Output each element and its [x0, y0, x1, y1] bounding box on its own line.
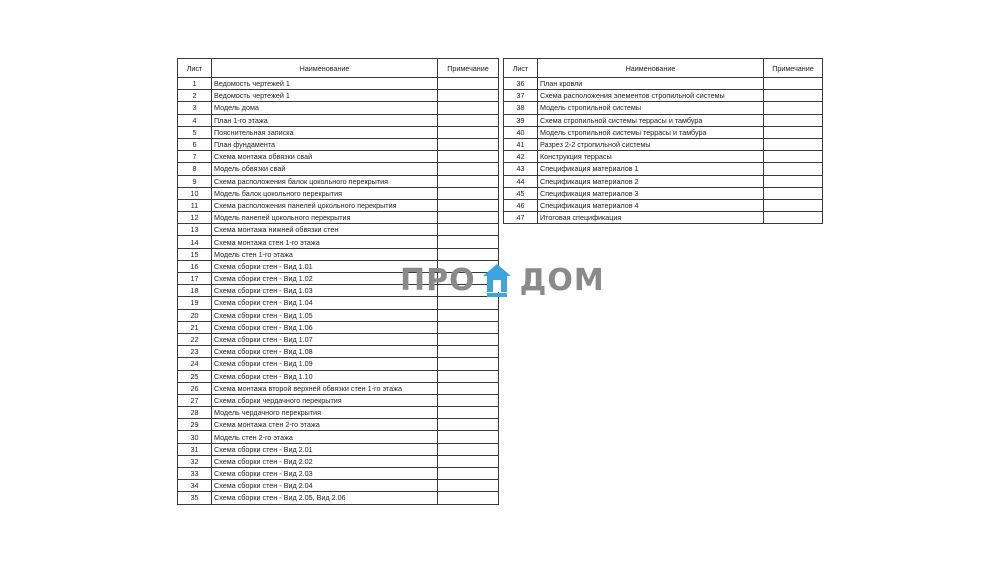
sheet-number: 21: [178, 321, 212, 333]
table-row: [178, 78, 499, 90]
table-row: [178, 236, 499, 248]
sheet-name: Схема сборки стен - Вид 1.07: [212, 333, 438, 345]
sheet-name: Спецификация материалов 2: [538, 175, 764, 187]
sheet-number: 40: [504, 126, 538, 138]
table-row: [178, 333, 499, 345]
sheet-note: [438, 248, 499, 260]
sheet-number: 10: [178, 187, 212, 199]
sheet-name: Конструкция террасы: [538, 151, 764, 163]
table-row: [178, 468, 499, 480]
table-row: [504, 126, 823, 138]
sheet-name: План 1-го этажа: [212, 114, 438, 126]
table-row: [178, 187, 499, 199]
sheet-name: Модель дома: [212, 102, 438, 114]
sheet-name: План фундамента: [212, 138, 438, 150]
sheet-note: [438, 102, 499, 114]
sheet-note: [438, 236, 499, 248]
sheet-note: [438, 468, 499, 480]
sheet-name: Модель стропильной системы: [538, 102, 764, 114]
sheet-name: Схема расположения балок цокольного перекрытия: [212, 175, 438, 187]
sheet-name: Схема сборки стен - Вид 1.05: [212, 309, 438, 321]
sheet-number: 43: [504, 163, 538, 175]
sheet-number: 46: [504, 199, 538, 211]
sheet-note: [764, 187, 823, 199]
sheet-number: 16: [178, 260, 212, 272]
sheet-number: 45: [504, 187, 538, 199]
sheet-name: Модель панелей цокольного перекрытия: [212, 212, 438, 224]
sheet-number: 15: [178, 248, 212, 260]
sheet-number: 41: [504, 138, 538, 150]
sheet-note: [438, 419, 499, 431]
sheet-note: [764, 163, 823, 175]
sheet-number: 26: [178, 382, 212, 394]
sheet-number: 28: [178, 407, 212, 419]
sheet-note: [438, 90, 499, 102]
sheet-note: [438, 224, 499, 236]
watermark-logo: [400, 262, 605, 298]
sheet-name: Модель чердачного перекрытия: [212, 407, 438, 419]
sheet-note: [438, 78, 499, 90]
sheet-note: [438, 199, 499, 211]
table-row: [178, 455, 499, 467]
sheet-note: [438, 407, 499, 419]
sheet-note: [438, 431, 499, 443]
sheet-number: 36: [504, 78, 538, 90]
sheet-name: Модель стропильной системы террасы и тамбура: [538, 126, 764, 138]
sheet-name: Схема сборки стен - Вид 2.05, Вид 2.06: [212, 492, 438, 504]
table-row: [504, 78, 823, 90]
sheet-name: Модель стен 1-го этажа: [212, 248, 438, 260]
sheet-number: 12: [178, 212, 212, 224]
sheet-note: [764, 151, 823, 163]
sheet-name: Схема сборки стен - Вид 1.03: [212, 285, 438, 297]
sheet-number: 30: [178, 431, 212, 443]
table-row: [178, 346, 499, 358]
sheet-note: [764, 114, 823, 126]
sheet-number: 38: [504, 102, 538, 114]
table-row: [178, 212, 499, 224]
sheet-number: 2: [178, 90, 212, 102]
sheet-note: [438, 382, 499, 394]
sheet-note: [438, 455, 499, 467]
sheet-name: Схема стропильной системы террасы и тамбура: [538, 114, 764, 126]
table-row: [178, 394, 499, 406]
table-body: [504, 78, 823, 224]
sheet-name: Модель стен 2-го этажа: [212, 431, 438, 443]
sheet-name: Схема сборки стен - Вид 1.08: [212, 346, 438, 358]
table-row: [178, 407, 499, 419]
sheet-number: 35: [178, 492, 212, 504]
table-row: [178, 151, 499, 163]
sheet-name: Схема сборки стен - Вид 2.02: [212, 455, 438, 467]
sheet-note: [438, 126, 499, 138]
sheet-name: Модель обвязки свай: [212, 163, 438, 175]
sheet-name: Схема монтажа обвязки свай: [212, 151, 438, 163]
sheet-note: [764, 212, 823, 224]
table-row: [178, 492, 499, 504]
sheet-number: 4: [178, 114, 212, 126]
sheet-name: Спецификация материалов 1: [538, 163, 764, 175]
sheet-name: Схема сборки стен - Вид 1.04: [212, 297, 438, 309]
sheet-number: 33: [178, 468, 212, 480]
sheet-name: Ведомость чертежей 1: [212, 90, 438, 102]
table-row: [178, 358, 499, 370]
sheet-number: 27: [178, 394, 212, 406]
sheet-name: Схема расположения элементов стропильной системы: [538, 90, 764, 102]
table-row: [504, 102, 823, 114]
sheet-note: [764, 126, 823, 138]
sheet-number: 8: [178, 163, 212, 175]
sheet-name: Модель балок цокольного перекрытия: [212, 187, 438, 199]
sheet-note: [438, 151, 499, 163]
sheet-number: 24: [178, 358, 212, 370]
sheet-name: Схема сборки стен - Вид 1.02: [212, 273, 438, 285]
sheet-name: Схема монтажа второй верхней обвязки стен 1-го этажа: [212, 382, 438, 394]
sheet-name: Схема сборки стен - Вид 1.10: [212, 370, 438, 382]
table-row: [178, 248, 499, 260]
sheet-name: Схема расположения панелей цокольного перекрытия: [212, 199, 438, 211]
header-note: Примечание: [438, 59, 499, 78]
sheet-name: План кровли: [538, 78, 764, 90]
sheet-number: 3: [178, 102, 212, 114]
sheet-name: Схема сборки стен - Вид 1.01: [212, 260, 438, 272]
table-row: [178, 163, 499, 175]
sheet-note: [438, 297, 499, 309]
table-row: [178, 175, 499, 187]
header-sheet: Лист: [178, 59, 212, 78]
sheet-note: [764, 199, 823, 211]
table-row: [178, 431, 499, 443]
table-row: [178, 321, 499, 333]
sheet-number: 47: [504, 212, 538, 224]
sheet-name: Схема сборки стен - Вид 1.06: [212, 321, 438, 333]
sheet-note: [438, 480, 499, 492]
sheet-name: Пояснительная записка: [212, 126, 438, 138]
sheet-note: [438, 163, 499, 175]
sheet-number: 19: [178, 297, 212, 309]
sheet-number: 29: [178, 419, 212, 431]
sheet-name: Схема сборки чердачного перекрытия: [212, 394, 438, 406]
sheet-note: [764, 102, 823, 114]
sheet-name: Схема сборки стен - Вид 2.03: [212, 468, 438, 480]
sheet-note: [764, 138, 823, 150]
table-row: [504, 175, 823, 187]
sheet-number: 5: [178, 126, 212, 138]
sheet-number: 31: [178, 443, 212, 455]
sheet-number: 1: [178, 78, 212, 90]
logo-text-right: ДОМ: [519, 262, 605, 298]
sheet-note: [438, 394, 499, 406]
sheet-number: 25: [178, 370, 212, 382]
table-row: [178, 443, 499, 455]
sheet-number: 17: [178, 273, 212, 285]
sheet-number: 20: [178, 309, 212, 321]
sheet-note: [438, 138, 499, 150]
sheet-name: Схема сборки стен - Вид 2.04: [212, 480, 438, 492]
sheet-name: Разрез 2-2 стропильной системы: [538, 138, 764, 150]
table-row: [178, 90, 499, 102]
sheet-note: [764, 78, 823, 90]
sheet-name: Ведомость чертежей 1: [212, 78, 438, 90]
sheet-number: 42: [504, 151, 538, 163]
sheet-note: [438, 321, 499, 333]
sheet-note: [764, 90, 823, 102]
sheet-note: [764, 175, 823, 187]
table-row: [178, 419, 499, 431]
house-icon: [482, 262, 512, 298]
sheet-number: 6: [178, 138, 212, 150]
table-row: [504, 90, 823, 102]
sheet-number: 39: [504, 114, 538, 126]
sheet-number: 9: [178, 175, 212, 187]
sheet-name: Схема монтажа нижней обвязки стен: [212, 224, 438, 236]
sheet-number: 32: [178, 455, 212, 467]
sheet-note: [438, 358, 499, 370]
header-name: Наименование: [212, 59, 438, 78]
sheet-number: 37: [504, 90, 538, 102]
table-row: [504, 163, 823, 175]
sheet-note: [438, 346, 499, 358]
sheet-number: 23: [178, 346, 212, 358]
sheet-number: 14: [178, 236, 212, 248]
table-row: [178, 309, 499, 321]
table-row: [178, 114, 499, 126]
table-row: [504, 212, 823, 224]
table-row: [178, 199, 499, 211]
table-row: [504, 151, 823, 163]
sheet-name: Схема сборки стен - Вид 2.01: [212, 443, 438, 455]
sheet-number: 7: [178, 151, 212, 163]
table-row: [178, 138, 499, 150]
drawings-table-right: [503, 58, 823, 224]
table-row: [178, 126, 499, 138]
table-row: [178, 224, 499, 236]
table-row: [178, 480, 499, 492]
table-row: [178, 102, 499, 114]
sheet-note: [438, 333, 499, 345]
header-name: Наименование: [538, 59, 764, 78]
sheet-note: [438, 309, 499, 321]
table-row: [504, 187, 823, 199]
logo-text-left: ПРО: [400, 262, 476, 298]
table-row: [178, 370, 499, 382]
header-note: Примечание: [764, 59, 823, 78]
table-row: [504, 199, 823, 211]
sheet-note: [438, 212, 499, 224]
sheet-number: 18: [178, 285, 212, 297]
sheet-note: [438, 175, 499, 187]
sheet-number: 44: [504, 175, 538, 187]
sheet-name: Схема сборки стен - Вид 1.09: [212, 358, 438, 370]
table-row: [504, 114, 823, 126]
sheet-name: Схема монтажа стен 1-го этажа: [212, 236, 438, 248]
sheet-name: Схема монтажа стен 2-го этажа: [212, 419, 438, 431]
sheet-number: 34: [178, 480, 212, 492]
table-row: [178, 297, 499, 309]
sheet-number: 22: [178, 333, 212, 345]
sheet-number: 13: [178, 224, 212, 236]
sheet-name: Спецификация материалов 4: [538, 199, 764, 211]
sheet-note: [438, 492, 499, 504]
sheet-note: [438, 443, 499, 455]
table-row: [504, 138, 823, 150]
header-sheet: Лист: [504, 59, 538, 78]
sheet-number: 11: [178, 199, 212, 211]
sheet-name: Итоговая спецификация: [538, 212, 764, 224]
sheet-note: [438, 187, 499, 199]
sheet-note: [438, 370, 499, 382]
sheet-note: [438, 114, 499, 126]
sheet-name: Спецификация материалов 3: [538, 187, 764, 199]
table-row: [178, 382, 499, 394]
